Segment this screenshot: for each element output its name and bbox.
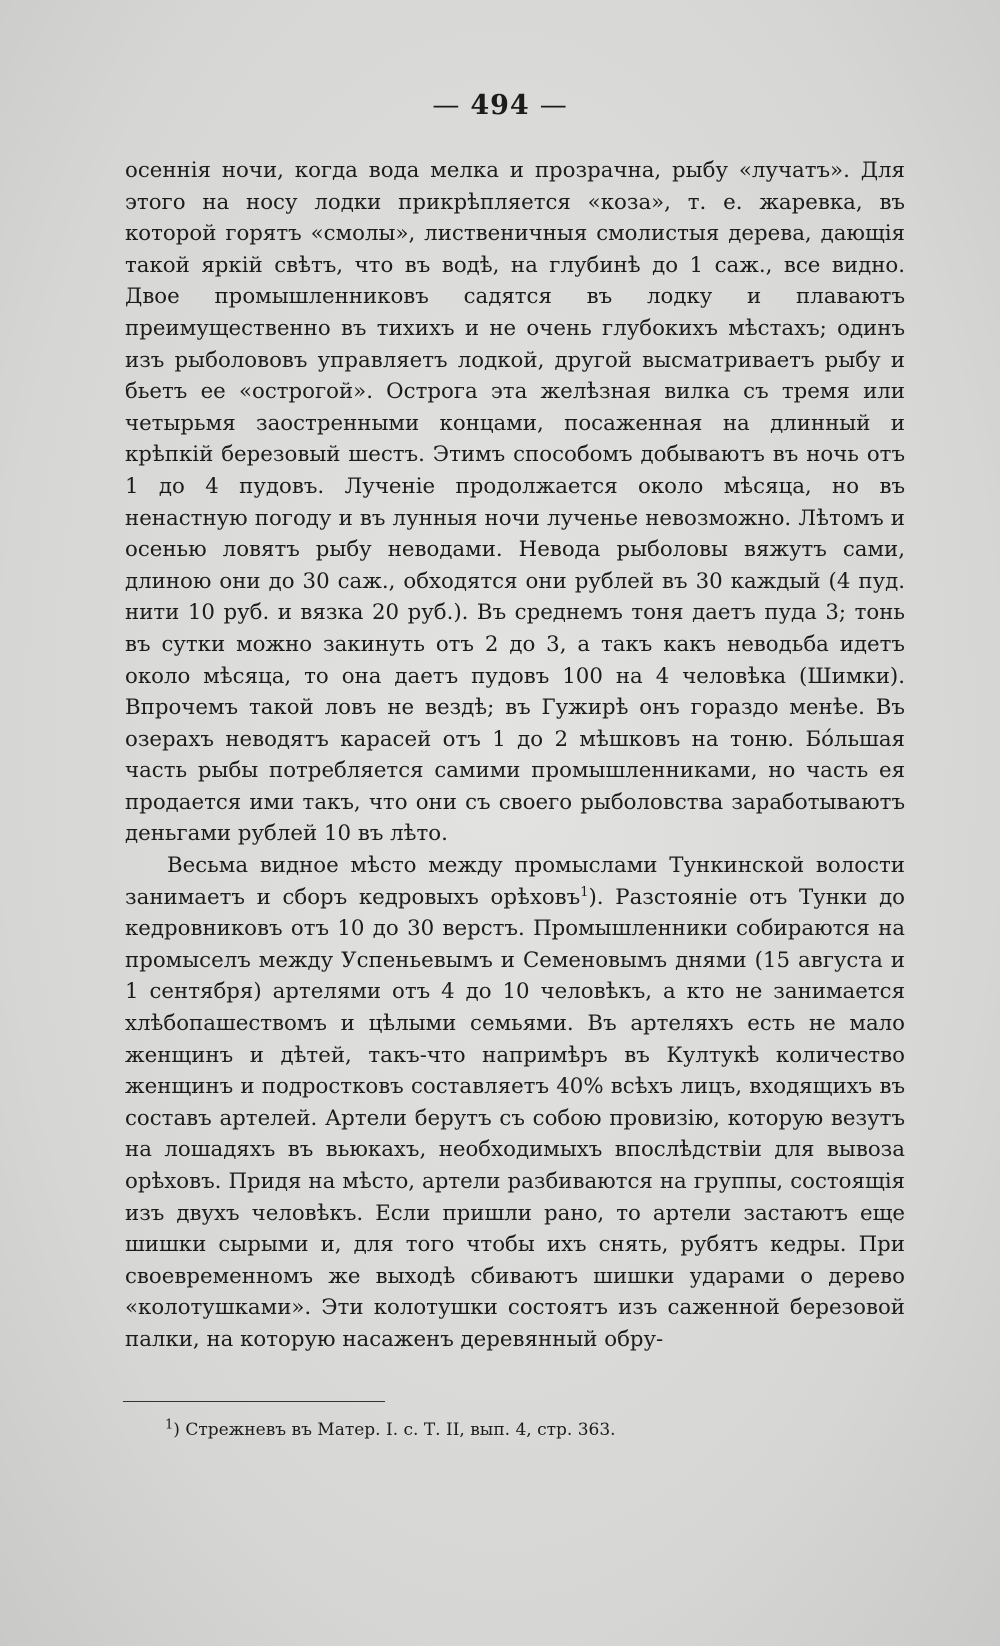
footnote-text: ) Стрежневъ въ Матер. I. с. Т. II, вып. 4, стр. 363. <box>173 1420 616 1440</box>
page-number-dash-left: — <box>432 90 461 121</box>
body-text <box>125 155 905 1356</box>
paragraph-cedar-nuts-text-b: ). Разстояніе отъ Тунки до кедровниковъ отъ 10 до 30 верстъ. Промышленники собираются на промыселъ между Успеньевымъ и Семеновымъ днями (15 августа и 1 сентября) артелями отъ 4 до 10 человѣкъ, а кто не занимается хлѣбопашествомъ и цѣлыми семьями. Въ артеляхъ есть не мало женщинъ и дѣтей, такъ-что напримѣръ въ Култукѣ количество женщинъ и подростковъ составляетъ 40% всѣхъ лицъ, входящихъ въ составъ артелей. Артели берутъ съ собою провизію, которую везутъ на лошадяхъ въ вьюкахъ, необходимыхъ впослѣдствіи для вывоза орѣховъ. Придя на мѣсто, артели разбиваются на группы, состоящія изъ двухъ человѣкъ. Если пришли рано, то артели застаютъ еще шишки сырыми и, для того чтобы ихъ снять, рубятъ кедры. При своевременномъ же выходѣ сбиваютъ шишки ударами о дерево «колотушками». Эти колотушки состоятъ изъ саженной березовой палки, на которую насаженъ деревянный обру- <box>125 884 905 1352</box>
page-number-dash-right: — <box>539 90 568 121</box>
paragraph-cedar-nuts-text-a: Весьма видное мѣсто между промыслами Тункинской волости занимаетъ и сборъ кедровыхъ орѣховъ <box>125 853 905 910</box>
paragraph-cedar-nuts <box>125 850 905 1356</box>
footnote <box>165 1418 865 1442</box>
footnote-mark: 1 <box>165 1417 174 1433</box>
page-number <box>0 90 1000 121</box>
footnote-reference: 1 <box>580 884 589 900</box>
footnote-divider <box>123 1401 385 1402</box>
paragraph-fishing: осеннія ночи, когда вода мелка и прозрачна, рыбу «лучатъ». Для этого на носу лодки прикрѣпляется «коза», т. е. жаревка, въ которой горятъ «смолы», лиственичныя смолистыя дерева, дающія такой яркій свѣтъ, что въ водѣ, на глубинѣ до 1 саж., все видно. Двое промышленниковъ садятся въ лодку и плаваютъ преимущественно въ тихихъ и не очень глубокихъ мѣстахъ; одинъ изъ рыболововъ управляетъ лодкой, другой высматриваетъ рыбу и бьетъ ее «острогой». Острога эта желѣзная вилка съ тремя или четырьмя заостренными концами, посаженная на длинный и крѣпкій березовый шестъ. Этимъ способомъ добываютъ въ ночь отъ 1 до 4 пудовъ. Лученіе продолжается около мѣсяца, но въ ненастную погоду и въ лунныя ночи лученье невозможно. Лѣтомъ и осенью ловятъ рыбу неводами. Невода рыболовы вяжутъ сами, длиною они до 30 саж., обходятся они рублей въ 30 каждый (4 пуд. нити 10 руб. и вязка 20 руб.). Въ среднемъ тоня даетъ пуда 3; тонь въ сутки можно закинуть отъ 2 до 3, а такъ какъ неводьба идетъ около мѣсяца, то она даетъ пудовъ 100 на 4 человѣка (Шимки). Впрочемъ такой ловъ не вездѣ; въ Гужирѣ онъ гораздо менѣе. Въ озерахъ неводятъ карасей отъ 1 до 2 мѣшковъ на тоню. Бо́льшая часть рыбы потребляется самими промышленниками, но часть ея продается ими такъ, что они съ своего рыболовства заработываютъ деньгами рублей 10 въ лѣто. <box>125 158 905 847</box>
page-number-value: 494 <box>470 90 530 121</box>
